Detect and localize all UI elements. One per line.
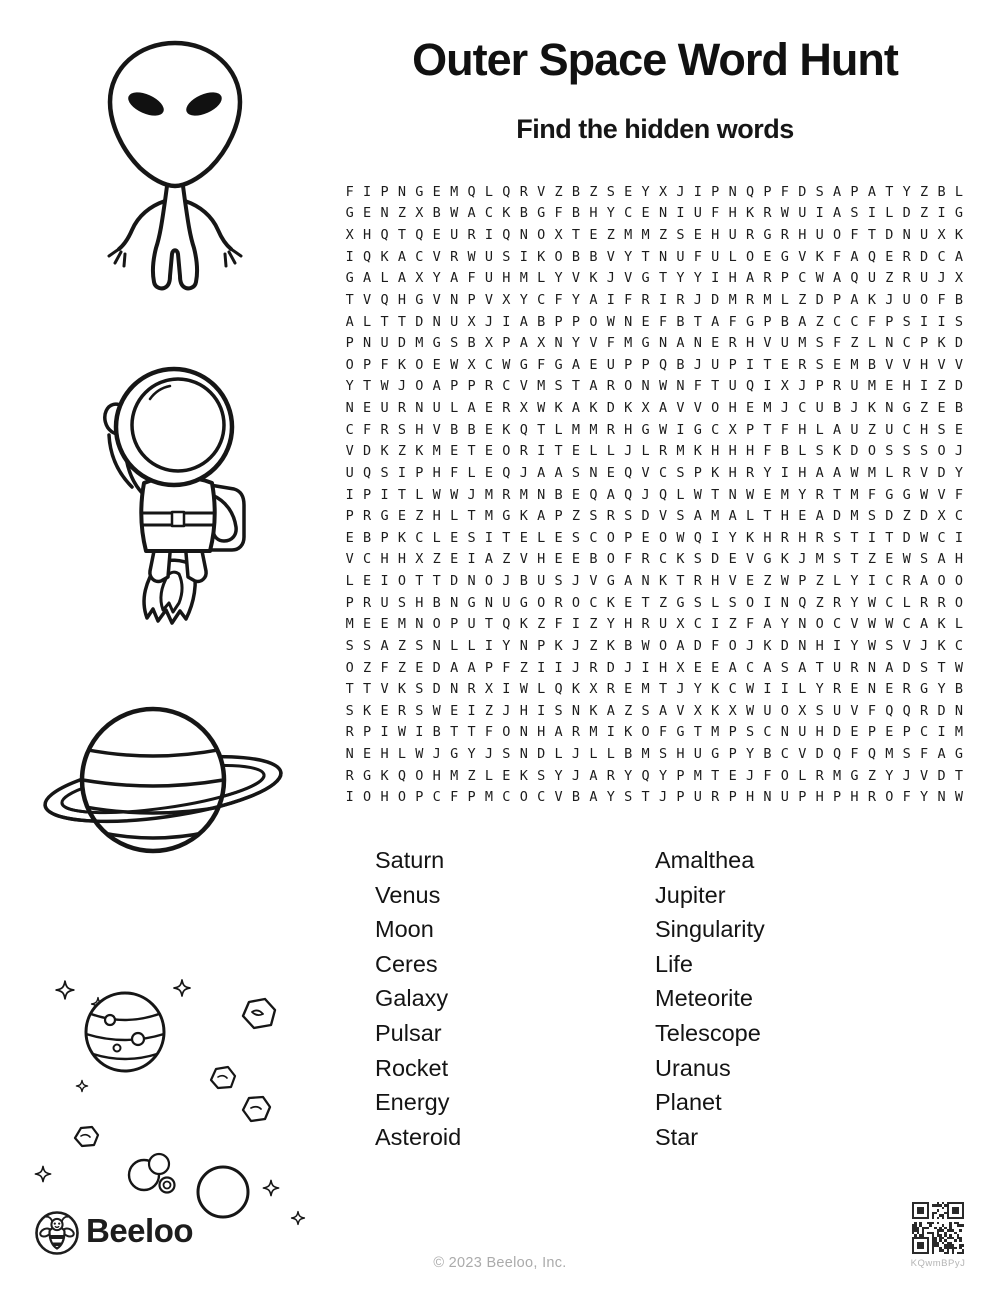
word-item: Saturn bbox=[375, 847, 445, 873]
grid-row: R P I W I B T T F O N H A R M I K O F G T M P S C N U H D E P E P C I M bbox=[345, 724, 963, 741]
grid-row: A L T T D N U X J I A B P P O W N E F B T A F G P B A Z C C F P S I I S bbox=[345, 313, 963, 330]
grid-row: L E I O T T D N O J B U S J V G A N K T R H V E Z W P Z L Y I C R A O O bbox=[345, 573, 963, 590]
saturn-planet-illustration bbox=[38, 692, 288, 877]
grid-row: X H Q T Q E U R I Q N O X T E Z M M Z S E H U R G R H U O F T D N U X K bbox=[345, 227, 963, 244]
word-item: Singularity bbox=[655, 916, 765, 943]
grid-row: T V Q H G V N P V X Y C F Y A I F R I R J D M R M L Z D P A K J U O F B bbox=[345, 291, 963, 308]
word-item: Asteroid bbox=[375, 1123, 462, 1150]
grid-row: E B P K C L E S I T E L E S C O P E O W Q I Y K H R H R S T I T D W C I bbox=[345, 529, 963, 546]
grid-row: O P F K O E W X C W G F G A E U P P Q B J U P I T E R S E M B V V H V V bbox=[345, 356, 963, 373]
alien-illustration bbox=[88, 38, 263, 293]
word-list-right bbox=[655, 843, 915, 1154]
word-item: Rocket bbox=[375, 1054, 449, 1081]
grid-row: R G K Q O H M Z L E K S Y J A R Y Q Y P M T E J F O L R M G Z Y J V D T bbox=[345, 767, 963, 784]
word-item: Meteorite bbox=[655, 985, 753, 1012]
astronaut-illustration bbox=[92, 355, 277, 627]
grid-row: S K E R S W E I Z J H I S N K A Z S A V X K X W U O X S U V F Q Q R D N bbox=[345, 702, 963, 719]
grid-row: M E E M N O P U T Q K Z F I Z Y H R U X C I Z F A Y N O C V W W C A K L bbox=[345, 616, 963, 633]
beeloo-wordmark: Beeloo bbox=[86, 1212, 194, 1249]
page-title: Outer Space Word Hunt bbox=[412, 34, 898, 85]
grid-row: V D K Z K M E T E O R I T E L L J L R M K H H H F B L S K D O S S S O J bbox=[345, 443, 963, 460]
grid-row: P R U S H B N G N U G O R O C K E T Z G S L S O I N Q Z R Y W C L R R O bbox=[345, 594, 963, 611]
word-item: Moon bbox=[375, 916, 434, 943]
word-item: Jupiter bbox=[655, 881, 726, 908]
grid-row: O Z F Z E D A A P F Z I I J R D J I H X E E A C A S A T U R N A D S T W bbox=[345, 659, 963, 676]
page-subtitle: Find the hidden words bbox=[516, 114, 794, 144]
grid-row: I P I T L W W J M R M N B E Q A Q J Q L W T N W E M Y R T M F G G W V F bbox=[345, 486, 963, 503]
grid-row: G A L A X Y A F U H M L Y V K J V G T Y Y I H A R P C W A Q U Z R U J X bbox=[345, 270, 963, 287]
qr-code bbox=[912, 1202, 964, 1254]
grid-row: F I P N G E M Q L Q R V Z B Z S E Y X J I P N Q P F D S A P A T Y Z B L bbox=[345, 183, 963, 200]
word-item: Planet bbox=[655, 1089, 722, 1116]
grid-row: V C H H X Z E I A Z V H E E B O F R C K S D E V G K J M S T Z E W S A H bbox=[345, 551, 963, 568]
word-item: Amalthea bbox=[655, 847, 755, 873]
grid-row: U Q S I P H F L E Q J A A S N E Q V C S P K H R Y I H A A W M L R V D Y bbox=[345, 464, 963, 481]
grid-row: Y T W J O A P P R C V M S T A R O N W N F T U Q I X J P R U M E H I Z D bbox=[345, 378, 963, 395]
grid-row: P R G E Z H L T M G K A P Z S R S D V S A M A L T H E A D M S D Z D X C bbox=[345, 508, 963, 525]
grid-row: G E N Z X B W A C K B G F B H Y C E N I U F H K R W U I A S I L D Z I G bbox=[345, 205, 963, 222]
grid-row: I Q K A C V R W U S I K O B B V Y T N U F U L O E G V K F A Q E R D C A bbox=[345, 248, 963, 265]
word-item: Energy bbox=[375, 1089, 450, 1116]
word-list-left bbox=[375, 843, 615, 1154]
grid-row: T T V K S D N R X I W L Q K X R E M T J Y K C W I I L Y R E N E R G Y B bbox=[345, 681, 963, 698]
qr-code-label: KQwmBPyJ bbox=[910, 1258, 966, 1269]
copyright-text: © 2023 Beeloo, Inc. bbox=[433, 1255, 567, 1271]
word-item: Uranus bbox=[655, 1054, 731, 1081]
word-item: Telescope bbox=[655, 1019, 761, 1046]
word-item: Pulsar bbox=[375, 1019, 442, 1046]
grid-row: N E U R N U L A E R X W K A K D K X A V V O H E M J C U B J K N G Z E B bbox=[345, 400, 963, 417]
beeloo-bee-icon bbox=[34, 1210, 80, 1256]
word-item: Galaxy bbox=[375, 985, 449, 1012]
grid-row: C F R S H V B B E K Q T L M M R H G W I G C X P T F H L A U Z U C H S E bbox=[345, 421, 963, 438]
word-item: Life bbox=[655, 950, 693, 977]
word-search-grid bbox=[341, 181, 968, 808]
grid-row: S S A Z S N L L I Y N P K J Z K B W O A D F O J K D N H I Y W S V J K C bbox=[345, 637, 963, 654]
word-item: Venus bbox=[375, 881, 441, 908]
grid-row: P N U D M G S B X P A X N Y V F M G N A N E R H V U M S F Z L N C P K D bbox=[345, 335, 963, 352]
grid-row: I O H O P C F P M C O C V B A Y S T J P U R P H N U P H P H R O F Y N W bbox=[345, 789, 963, 806]
space-scene-illustration bbox=[25, 968, 320, 1233]
word-item: Ceres bbox=[375, 950, 438, 977]
grid-row: N E H L W J G Y J S N D L J L L B M S H U G P Y B C V D Q F Q M S F A G bbox=[345, 746, 963, 763]
word-item: Star bbox=[655, 1123, 699, 1150]
